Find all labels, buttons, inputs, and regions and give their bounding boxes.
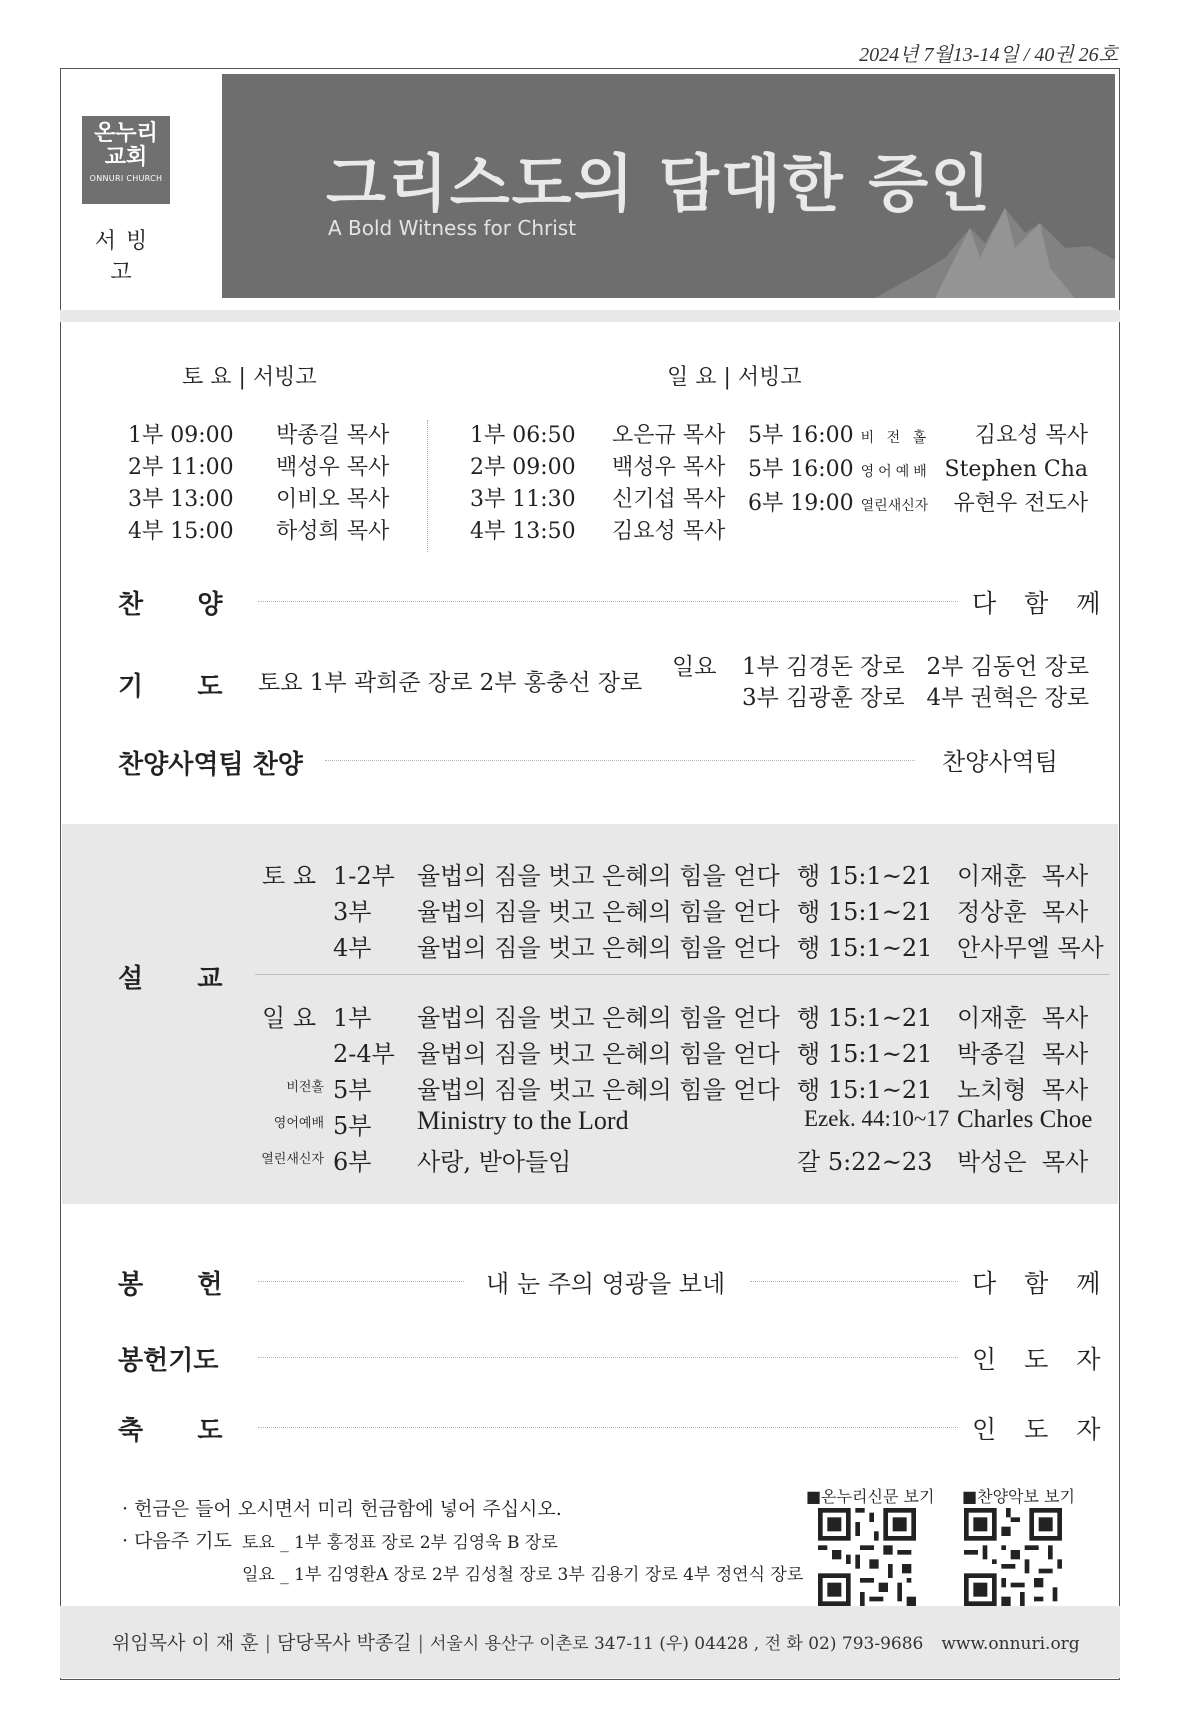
dotted-leader bbox=[325, 760, 915, 761]
schedule-row: 2부 11:00 백성우 목사 bbox=[128, 455, 390, 480]
senior-pastor: 위임목사 이 재 훈 bbox=[112, 1632, 259, 1654]
praise-label: 찬 양 bbox=[118, 590, 223, 620]
score-qr-label[interactable]: ■찬양악보 보기 bbox=[962, 1487, 1075, 1506]
banner-title: 그리스도의 담대한 증인 bbox=[326, 147, 993, 220]
sermon-row: 토 요 1-2부 율법의 짐을 벗고 은혜의 힘을 얻다 행 15:1~21 이재훈 목사 bbox=[262, 862, 1089, 890]
offering-hymn: 내 눈 주의 영광을 보네 bbox=[486, 1270, 726, 1298]
praise-leader: 다 함 께 bbox=[972, 589, 1111, 618]
choir-label: 찬양사역팀 찬양 bbox=[118, 750, 303, 780]
dotted-leader bbox=[258, 1281, 464, 1282]
sermon-row: 3부 율법의 짐을 벗고 은혜의 힘을 얻다 행 15:1~21 정상훈 목사 bbox=[333, 898, 1089, 926]
offering-prayer-leader: 인 도 자 bbox=[972, 1345, 1111, 1374]
footer-bar bbox=[60, 1606, 1120, 1678]
offering-label: 봉 헌 bbox=[118, 1270, 223, 1300]
sermon-row: 4부 율법의 짐을 벗고 은혜의 힘을 얻다 행 15:1~21 안사무엘 목사 bbox=[333, 934, 1104, 962]
sermon-row: 2-4부 율법의 짐을 벗고 은혜의 힘을 얻다 행 15:1~21 박종길 목사 bbox=[333, 1040, 1089, 1068]
schedule-row: 4부 13:50 김요성 목사 bbox=[470, 519, 726, 544]
schedule-separator bbox=[427, 420, 428, 552]
issue-date: 2024년 7월13-14일 / 40권 26호 bbox=[859, 44, 1118, 66]
next-prayer-sunday: 일요 _ 1부 김영환A 장로 2부 김성철 장로 3부 김용기 장로 4부 정연식 장로 bbox=[242, 1565, 804, 1585]
saturday-header: 토 요 | 서빙고 bbox=[182, 365, 317, 390]
sermon-row: 열린새신자 6부 사랑, 받아들임 갈 5:22~23 박성은 목사 bbox=[261, 1148, 1089, 1176]
dotted-leader bbox=[750, 1281, 958, 1282]
schedule-row: 5부 16:00 비 전 홀 김요성 목사 bbox=[748, 423, 1088, 448]
sunday-prayer-line2: 3부 김광훈 장로 4부 권혁은 장로 bbox=[742, 685, 1090, 711]
prayer-label: 기 도 bbox=[118, 672, 223, 702]
news-qr-label: ■온누리신문 보기 bbox=[806, 1487, 935, 1506]
section-divider bbox=[60, 310, 1120, 322]
sunday-prayer-label: 일요 bbox=[672, 654, 717, 680]
choir-leader: 찬양사역팀 bbox=[942, 748, 1058, 776]
score-qr-code[interactable] bbox=[964, 1508, 1062, 1606]
branch-pastor: 담당목사 박종길 bbox=[277, 1632, 412, 1654]
schedule-row: 2부 09:00 백성우 목사 bbox=[470, 455, 726, 480]
footer-info: 위임목사 이 재 훈 | 담당목사 박종길 | 서울시 용산구 이촌로 347-11 (우) 04428 , 전 화 02) 793-9686 www.onnuri.org bbox=[112, 1632, 1080, 1654]
saturday-prayer: 토요 1부 곽희준 장로 2부 홍충선 장로 bbox=[258, 670, 643, 696]
next-prayer-label: · 다음주 기도 bbox=[122, 1530, 232, 1552]
website-link[interactable]: www.onnuri.org bbox=[941, 1634, 1080, 1654]
church-logo bbox=[82, 116, 170, 204]
dotted-leader bbox=[258, 1427, 958, 1428]
offering-leader: 다 함 께 bbox=[972, 1269, 1111, 1298]
next-prayer-saturday: 토요 _ 1부 홍정표 장로 2부 김영욱 B 장로 bbox=[242, 1533, 558, 1553]
news-qr-code[interactable] bbox=[818, 1508, 916, 1606]
schedule-row: 1부 09:00 박종길 목사 bbox=[128, 423, 390, 448]
sermon-row: 비전홀 5부 율법의 짐을 벗고 은혜의 힘을 얻다 행 15:1~21 노치형 목사 bbox=[286, 1076, 1089, 1104]
dotted-leader bbox=[258, 601, 958, 602]
church-address: 서울시 용산구 이촌로 347-11 (우) 04428 , 전 화 02) 793-9686 bbox=[429, 1634, 924, 1654]
schedule-row: 6부 19:00 열린새신자 유현우 전도사 bbox=[748, 491, 1088, 516]
sunday-special-schedule bbox=[748, 420, 1088, 522]
sunday-header: 일 요 | 서빙고 bbox=[667, 365, 802, 390]
saturday-schedule bbox=[128, 420, 390, 548]
logo-english: ONNURI CHURCH bbox=[89, 174, 163, 183]
sermon-row: 영어예배 5부 Ministry to the Lord Ezek. 44:10~17 Charles Choe bbox=[273, 1106, 1093, 1140]
offering-prayer-label: 봉헌기도 bbox=[118, 1346, 219, 1376]
logo-line1: 온누리 bbox=[94, 121, 158, 146]
schedule-row: 4부 15:00 하성희 목사 bbox=[128, 519, 390, 544]
schedule-row: 3부 11:30 신기섭 목사 bbox=[470, 487, 726, 512]
branch-name: 서빙고 bbox=[94, 229, 158, 285]
sermon-label: 설 교 bbox=[118, 964, 223, 994]
sermon-row: 일 요 1부 율법의 짐을 벗고 은혜의 힘을 얻다 행 15:1~21 이재훈 목사 bbox=[262, 1004, 1089, 1032]
theme-banner bbox=[222, 74, 1115, 298]
logo-block bbox=[82, 116, 202, 286]
sunday-schedule bbox=[470, 420, 726, 548]
banner-subtitle: A Bold Witness for Christ bbox=[328, 216, 577, 240]
benediction-label: 축 도 bbox=[118, 1416, 223, 1446]
schedule-row: 3부 13:00 이비오 목사 bbox=[128, 487, 390, 512]
logo-line2: 교회 bbox=[104, 145, 148, 170]
schedule-row: 5부 16:00 영어예배 Stephen Cha bbox=[748, 457, 1088, 482]
offering-note: · 헌금은 들어 오시면서 미리 헌금함에 넣어 주십시오. bbox=[122, 1498, 562, 1520]
sermon-divider bbox=[255, 974, 1110, 975]
benediction-leader: 인 도 자 bbox=[972, 1415, 1111, 1444]
schedule-row: 1부 06:50 오은규 목사 bbox=[470, 423, 726, 448]
dotted-leader bbox=[258, 1357, 958, 1358]
sunday-prayer-line1: 1부 김경돈 장로 2부 김동언 장로 bbox=[742, 654, 1090, 680]
mountain-illustration bbox=[875, 188, 1115, 298]
